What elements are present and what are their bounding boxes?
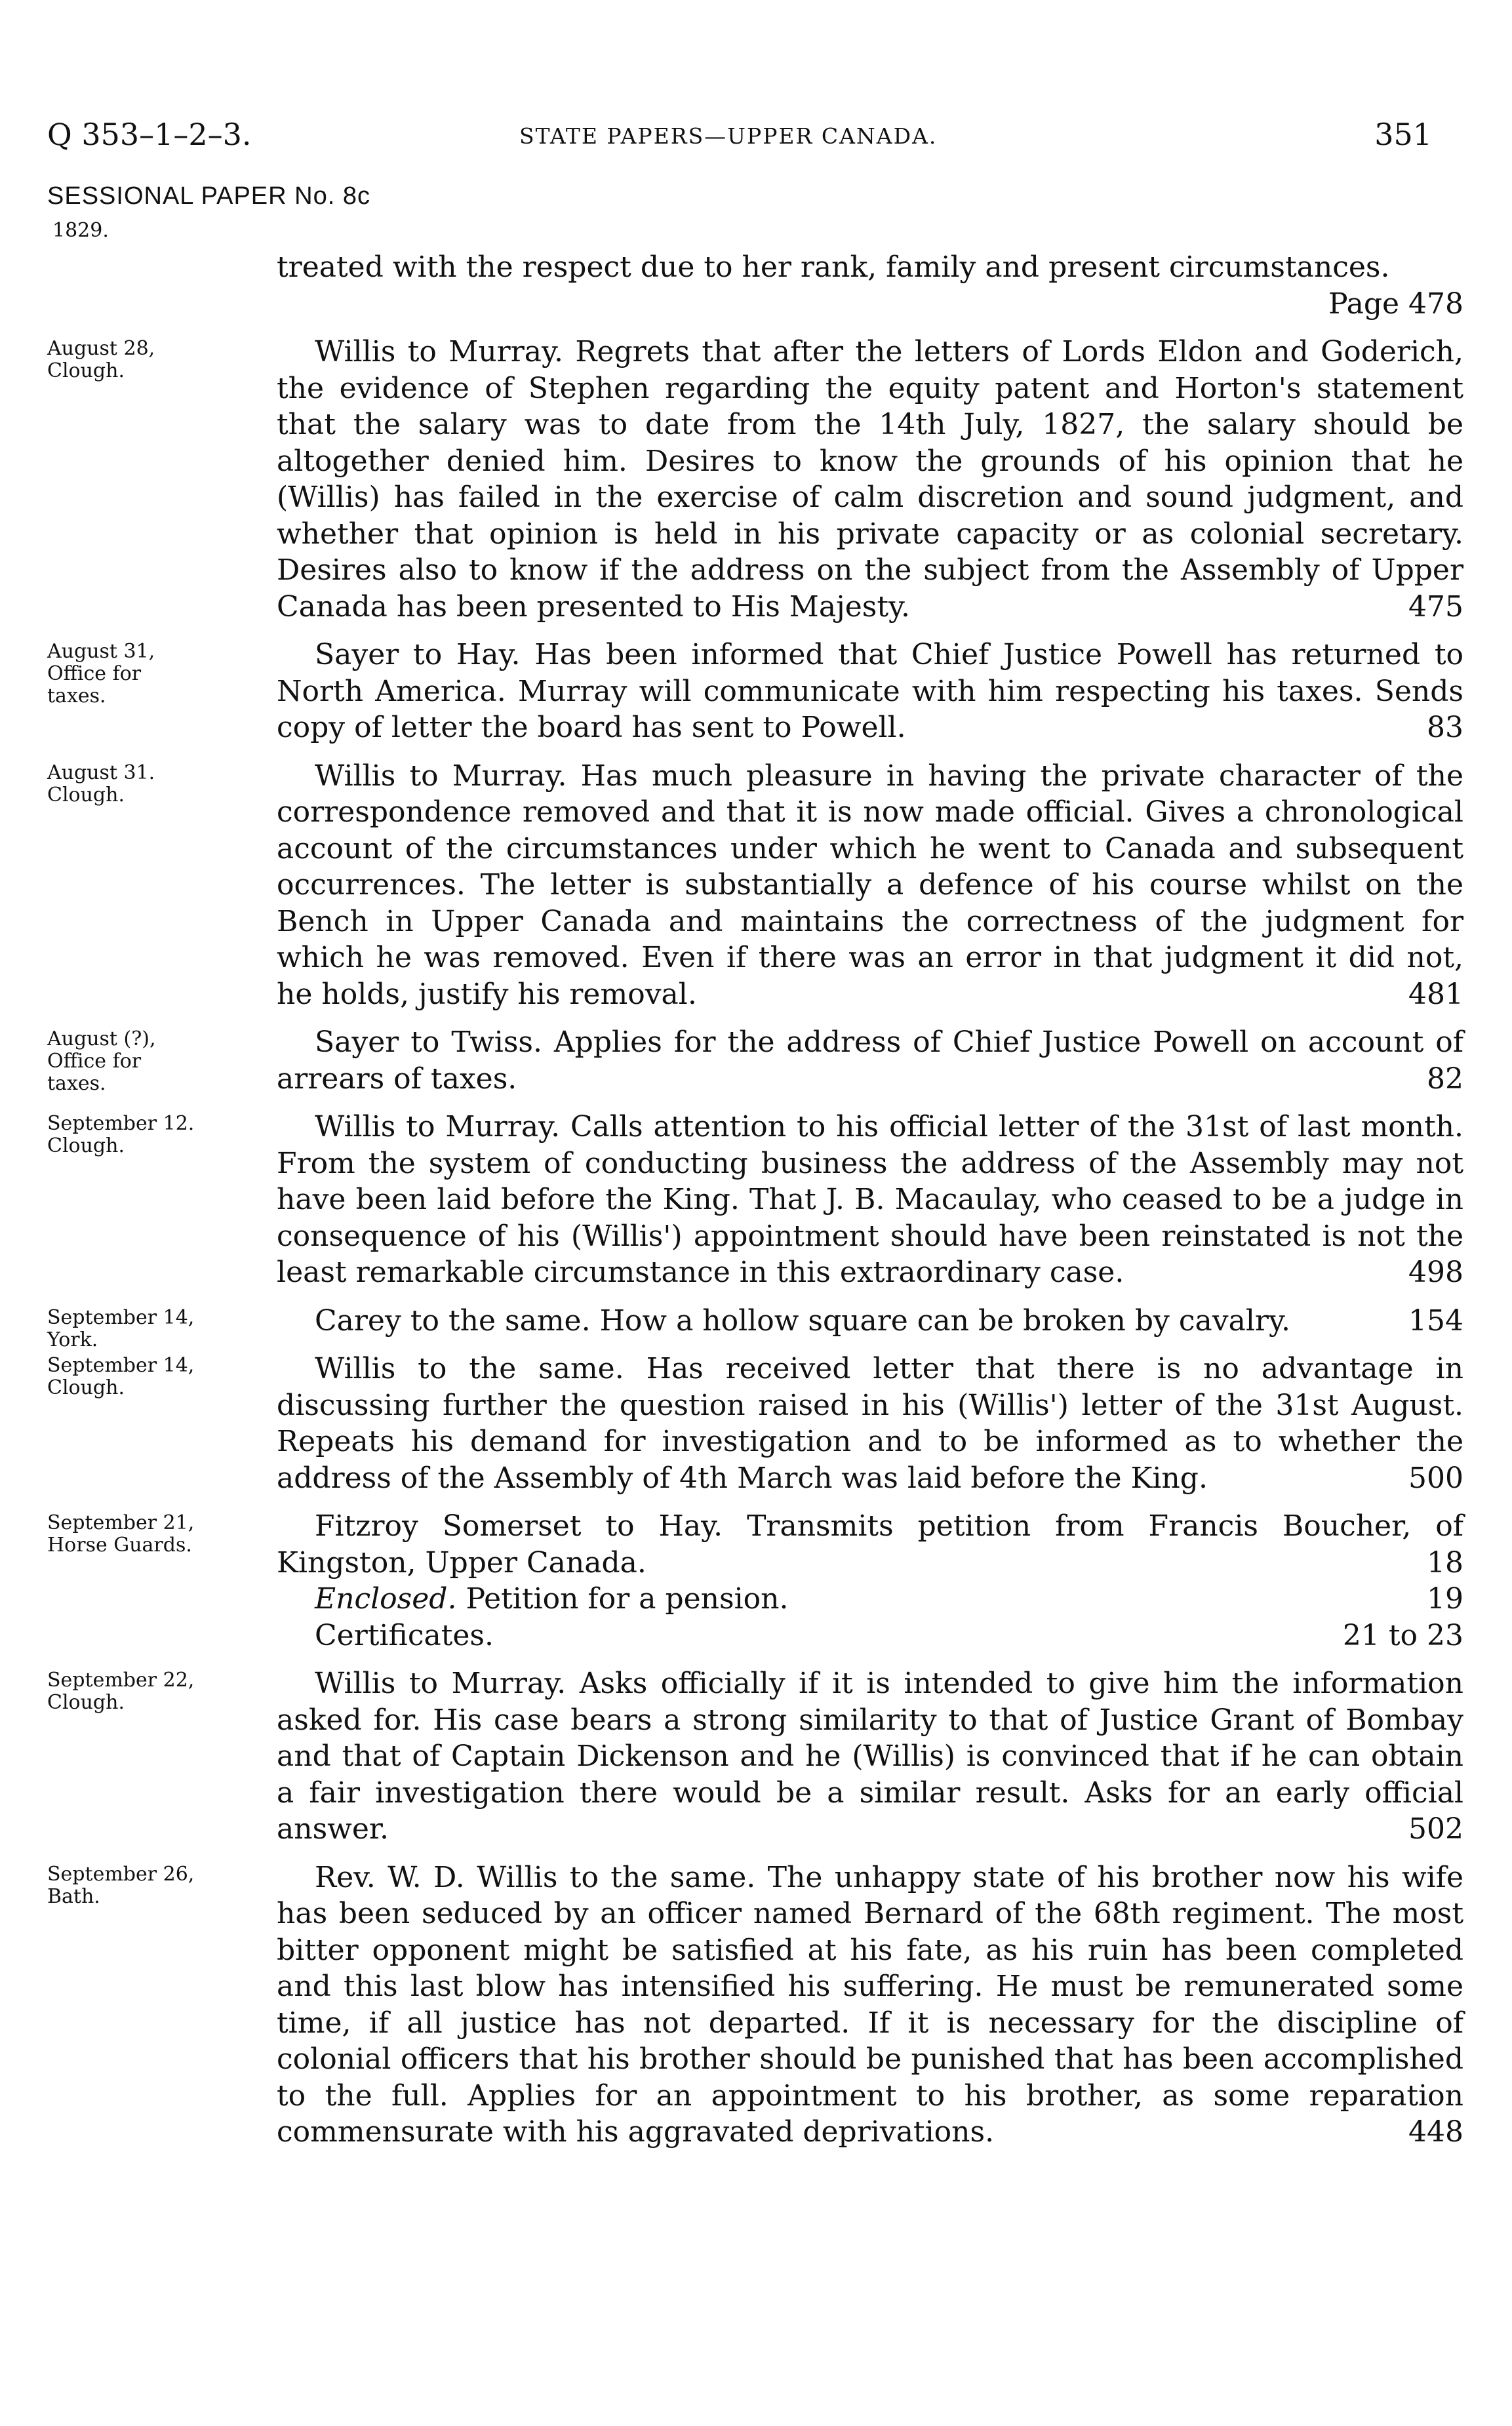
entry xyxy=(47,1109,1463,1291)
page-reference: 21 to 23 xyxy=(1342,1618,1463,1652)
calendar-entries xyxy=(47,249,1463,2162)
entry-body: Rev. W. D. Willis to the same. The unhappy state of his brother now his wife has been seduced by an officer named Bernard of the 68th regiment. The most bitter opponent might be satisfied at his fate, as his ruin has been completed and this last blow has intensified his suffering. He must be remunerated some time, if all justice has not departed. If it is necessary for the discipline of colonial officers that his brother should be punished that has been accomplished to the full. Applies for an appointment to his brother, as some reparation commensurate with his aggravated deprivations. 448 xyxy=(277,1859,1463,2151)
entry xyxy=(47,637,1463,746)
entry-body: treated with the respect due to her rank, family and present circumstances. Page 478 xyxy=(277,249,1463,286)
entry-body: Willis to Murray. Calls attention to his official letter of the 31st of last month. From the system of conducting business the address of the Assembly may not have been laid before the King. That J. B. Macaulay, who ceased to be a judge in consequence of his (Willis') appointment should have been reinstated is not the least remarkable circumstance in this extraordinary case. 498 xyxy=(277,1109,1463,1291)
entry-body: Fitzroy Somerset to Hay. Transmits petition from Francis Boucher, of Kingston, Upper Canada. 18 xyxy=(277,1508,1463,1581)
entry-body: Sayer to Hay. Has been informed that Chief Justice Powell has returned to North America. Murray will communicate with him respecting his taxes. Sends copy of letter the board has sent to Powell. 83 xyxy=(277,637,1463,746)
entry xyxy=(47,1665,1463,1848)
certificates-line xyxy=(277,1618,1463,1654)
year-label: 1829. xyxy=(52,219,109,242)
entry-continuation xyxy=(47,249,1463,322)
entry-body: Carey to the same. How a hollow square can be broken by cavalry. 154 xyxy=(277,1303,1463,1340)
entry xyxy=(47,1024,1463,1097)
entry-date-place: September 12. Clough. xyxy=(47,1112,195,1157)
entry xyxy=(47,1859,1463,2151)
enclosure-text: Petition for a pension. xyxy=(466,1582,789,1616)
entry-body: Willis to Murray. Regrets that after the letters of Lords Eldon and Goderich, the evidence of Stephen regarding the equity patent and Horton's statement that the salary was to date from the 14th July, 1827, the salary should be altogether denied him. Desires to know the grounds of his opinion that he (Willis) has failed in the exercise of calm discretion and sound judgment, and whether that opinion is held in his private capacity or as colonial secretary. Desires also to know if the address on the subject from the Assembly of Upper Canada has been presented to His Majesty. 475 xyxy=(277,334,1463,625)
entry-date-place: August 31, Office for taxes. xyxy=(47,640,155,707)
archive-reference: Q 353–1–2–3. xyxy=(47,117,252,152)
page-reference: 500 xyxy=(1408,1461,1463,1495)
entry xyxy=(47,758,1463,1013)
page-reference: 481 xyxy=(1408,977,1463,1011)
entry xyxy=(47,1303,1463,1351)
page-reference: 82 xyxy=(1427,1062,1463,1096)
page-number: 351 xyxy=(1374,117,1432,152)
certificates-text: Certificates. xyxy=(315,1618,494,1652)
entry-date-place: August 31. Clough. xyxy=(47,761,155,806)
entry xyxy=(47,334,1463,625)
page-reference: 448 xyxy=(1408,2115,1463,2149)
entry-date-place: September 14, York. xyxy=(47,1305,195,1351)
entry-date-place: September 21, Horse Guards. xyxy=(47,1511,195,1557)
page-reference: Page 478 xyxy=(1328,287,1463,321)
entry-date-place: September 14, Clough. xyxy=(47,1354,195,1399)
sessional-paper-label: SESSIONAL PAPER No. 8c xyxy=(47,182,370,210)
running-title: STATE PAPERS—UPPER CANADA. xyxy=(519,123,938,149)
entry-date-place: August 28, Clough. xyxy=(47,337,155,382)
page-reference: 154 xyxy=(1408,1303,1463,1338)
entry xyxy=(47,1508,1463,1581)
page-reference: 18 xyxy=(1427,1545,1463,1580)
page-reference: 498 xyxy=(1408,1256,1463,1289)
page-header xyxy=(47,117,1432,156)
entry-date-place: September 26, Bath. xyxy=(47,1862,195,1908)
enclosed-label: Enclosed. xyxy=(315,1582,457,1616)
page-reference: 83 xyxy=(1427,711,1463,744)
entry-date-place: August (?), Office for taxes. xyxy=(47,1027,156,1095)
entry xyxy=(47,1351,1463,1496)
enclosure-line xyxy=(277,1581,1463,1618)
entry-body: Willis to Murray. Has much pleasure in having the private character of the correspondence removed and that it is now made official. Gives a chronological account of the circumstances under which he went to Canada and subsequent occurrences. The letter is substantially a defence of his course whilst on the Bench in Upper Canada and maintains the correctness of the judgment for which he was removed. Even if there was an error in that judgment it did not, he holds, justify his removal. 481 xyxy=(277,758,1463,1013)
entry-date-place: September 22, Clough. xyxy=(47,1669,195,1714)
page-reference: 502 xyxy=(1408,1812,1463,1846)
entry-body: Willis to the same. Has received letter that there is no advantage in discussing further the question raised in his (Willis') letter of the 31st August. Repeats his demand for investigation and to be informed as to whether the address of the Assembly of 4th March was laid before the King. 500 xyxy=(277,1351,1463,1496)
page-reference: 19 xyxy=(1427,1582,1463,1616)
entry-body: Sayer to Twiss. Applies for the address of Chief Justice Powell on account of arrears of taxes. 82 xyxy=(277,1024,1463,1097)
entry-body: Willis to Murray. Asks officially if it is intended to give him the information asked for. His case bears a strong similarity to that of Justice Grant of Bombay and that of Captain Dickenson and he (Willis) is convinced that if he can obtain a fair investigation there would be a similar result. Asks for an early official answer. 502 xyxy=(277,1665,1463,1848)
page-reference: 475 xyxy=(1408,589,1463,624)
